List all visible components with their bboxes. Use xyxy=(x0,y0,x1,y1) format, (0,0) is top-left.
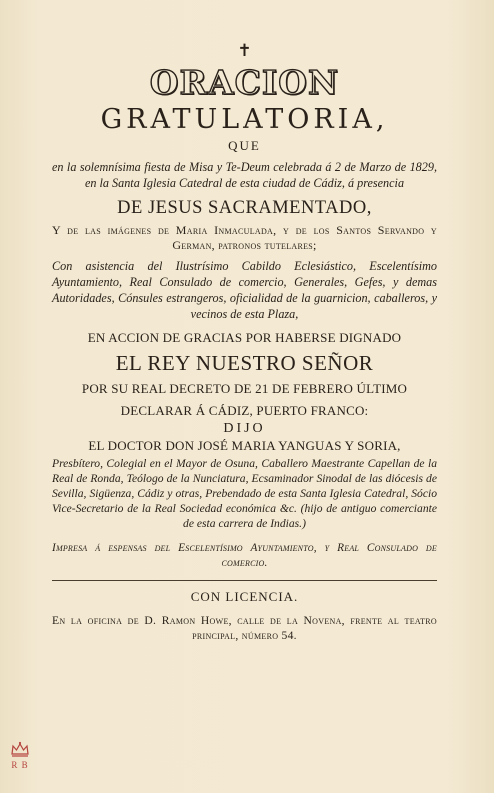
licencia-line: CON LICENCIA. xyxy=(190,589,299,604)
images-paragraph: Y de las imágenes de Maria Inmaculada, y de los Santos Servando y German, patronos tutelares; xyxy=(52,223,437,252)
cross-icon: ✝ xyxy=(237,41,252,60)
dijo-line: DIJO xyxy=(223,421,266,436)
decreto-line: POR SU REAL DECRETO DE 21 DE FEBRERO ÚLTIMO xyxy=(81,381,408,396)
printer-imprint: En la oficina de D. Ramon Howe, calle de la Novena, frente al teatro principal, número 54. xyxy=(52,614,437,642)
author-titles-paragraph: Presbítero, Colegial en el Mayor de Osuna, Caballero Maestrante Capellan de la Real de Ronda, Teólogo de la Nunciatura, Ecsaminador Sinodal de las diócesis de Sevilla, Sigüenza, Cádiz y otras, Prebendado de esta Santa Iglesia Catedral, Sócio Vice-Secretario de la Real Sociedad económica &c. (hijo de antiguo comerciante de esta carrera de Indias.) xyxy=(52,457,437,530)
library-stamp xyxy=(9,741,31,770)
attendance-paragraph: Con asistencia del Ilustrísimo Cabildo Eclesiástico, Escelentísimo Ayuntamiento, Real Consulado de comercio, Generales, Gefes, y demas Autoridades, Cónsules estrangeros, oficialidad de la guarnicion, caballeros, y vecinos de esta Plaza, xyxy=(52,259,437,321)
declarar-line: DECLARAR Á CÁDIZ, PUERTO FRANCO: xyxy=(120,403,369,418)
title-gratulatoria: GRATULATORIA, xyxy=(100,104,389,135)
author-line: EL DOCTOR DON JOSÉ MARIA YANGUAS Y SORIA, xyxy=(88,438,401,453)
title-oracion: ORACION xyxy=(149,63,340,102)
printing-cost-paragraph: Impresa á espensas del Escelentísimo Ayuntamiento, y Real Consulado de comercio. xyxy=(52,542,437,569)
title-page-content xyxy=(52,42,437,643)
crown-icon xyxy=(9,741,31,757)
divider xyxy=(52,580,437,581)
stamp-text: R B xyxy=(11,760,29,770)
heading-jesus-sacramentado: DE JESUS SACRAMENTADO, xyxy=(117,198,372,218)
accion-de-gracias-line: EN ACCION DE GRACIAS POR HABERSE DIGNADO xyxy=(87,330,402,345)
heading-rey: EL REY NUESTRO SEÑOR xyxy=(115,351,374,375)
que-line: QUE xyxy=(228,138,261,153)
occasion-paragraph: en la solemnísima fiesta de Misa y Te-Deum celebrada á 2 de Marzo de 1829, en la Santa Iglesia Catedral de esta ciudad de Cádiz, á presencia xyxy=(52,160,437,190)
